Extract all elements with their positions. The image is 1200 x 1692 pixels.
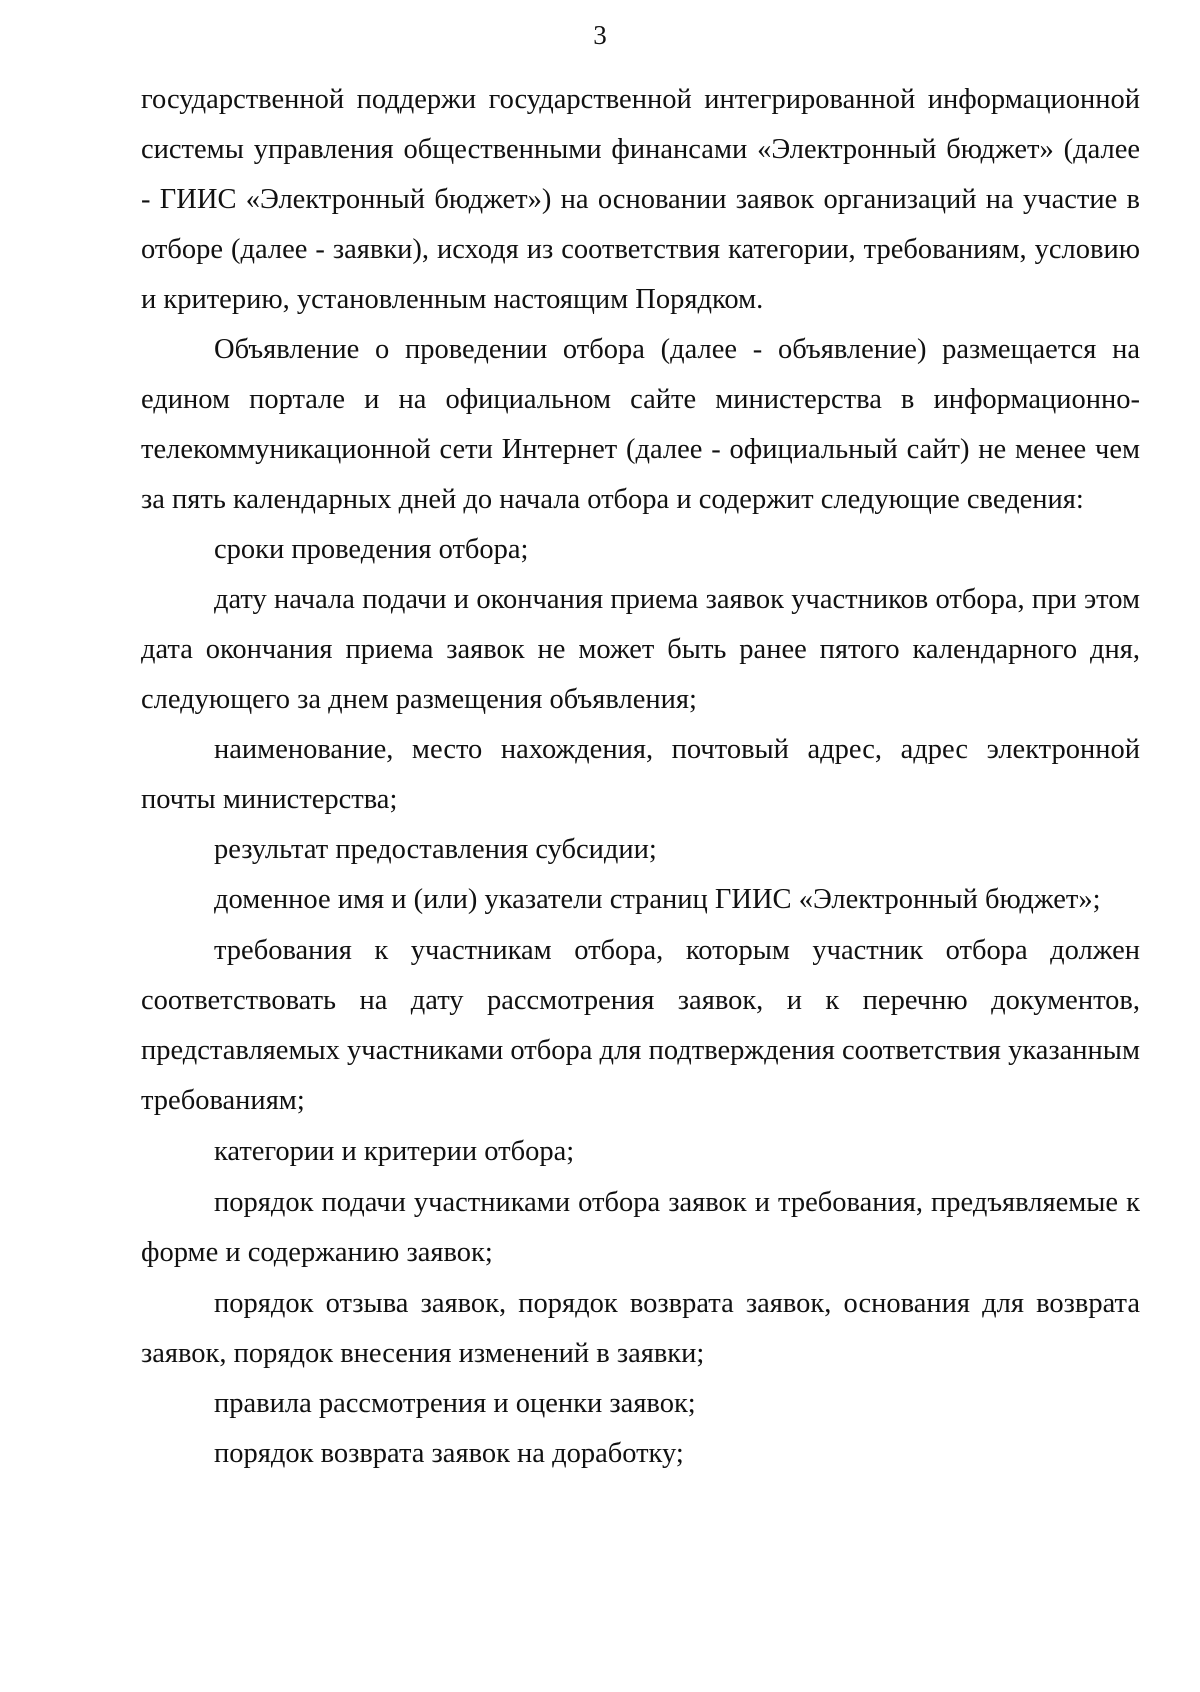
document-body <box>141 75 1140 1479</box>
list-item-ministry-contacts: наименование, место нахождения, почтовый адрес, адрес электронной почты министерства; <box>141 734 1140 815</box>
list-item-submission-order: порядок подачи участниками отбора заявок и требования, предъявляемые к форме и содержанию заявок; <box>141 1187 1140 1268</box>
paragraph-giis-intro: государственной поддержи государственной интегрированной информационной системы управления общественными финансами «Электронный бюджет» (далее - ГИИС «Электронный бюджет») на основании заявок организаций на участие в отборе (далее - заявки), исходя из соответствия категории, требованиям, условию и критерию, установленным настоящим Порядком. <box>141 84 1140 315</box>
list-item-selection-terms: сроки проведения отбора; <box>214 534 529 565</box>
list-item-participant-requirements: требования к участникам отбора, которым участник отбора должен соответствовать на дату рассмотрения заявок, и к перечню документов, представляемых участниками отбора для подтверждения соответствия указанным требованиям; <box>141 935 1140 1116</box>
list-item-domain-name: доменное имя и (или) указатели страниц ГИИС «Электронный бюджет»; <box>214 884 1101 915</box>
list-item-return-for-revision: порядок возврата заявок на доработку; <box>214 1438 684 1469</box>
page-number: 3 <box>593 20 607 50</box>
list-item-application-dates: дату начала подачи и окончания приема заявок участников отбора, при этом дата окончания приема заявок не может быть ранее пятого календарного дня, следующего за днем размещения объявления; <box>141 584 1140 715</box>
list-item-withdrawal-order: порядок отзыва заявок, порядок возврата заявок, основания для возврата заявок, порядок внесения изменений в заявки; <box>141 1288 1140 1369</box>
list-item-review-rules: правила рассмотрения и оценки заявок; <box>214 1388 696 1419</box>
list-item-categories-criteria: категории и критерии отбора; <box>214 1136 575 1167</box>
paragraph-announcement: Объявление о проведении отбора (далее - объявление) размещается на едином портале и на официальном сайте министерства в информационно-телекоммуникационной сети Интернет (далее - официальный сайт) не менее чем за пять календарных дней до начала отбора и содержит следующие сведения: <box>141 334 1140 515</box>
list-item-subsidy-result: результат предоставления субсидии; <box>214 834 657 865</box>
